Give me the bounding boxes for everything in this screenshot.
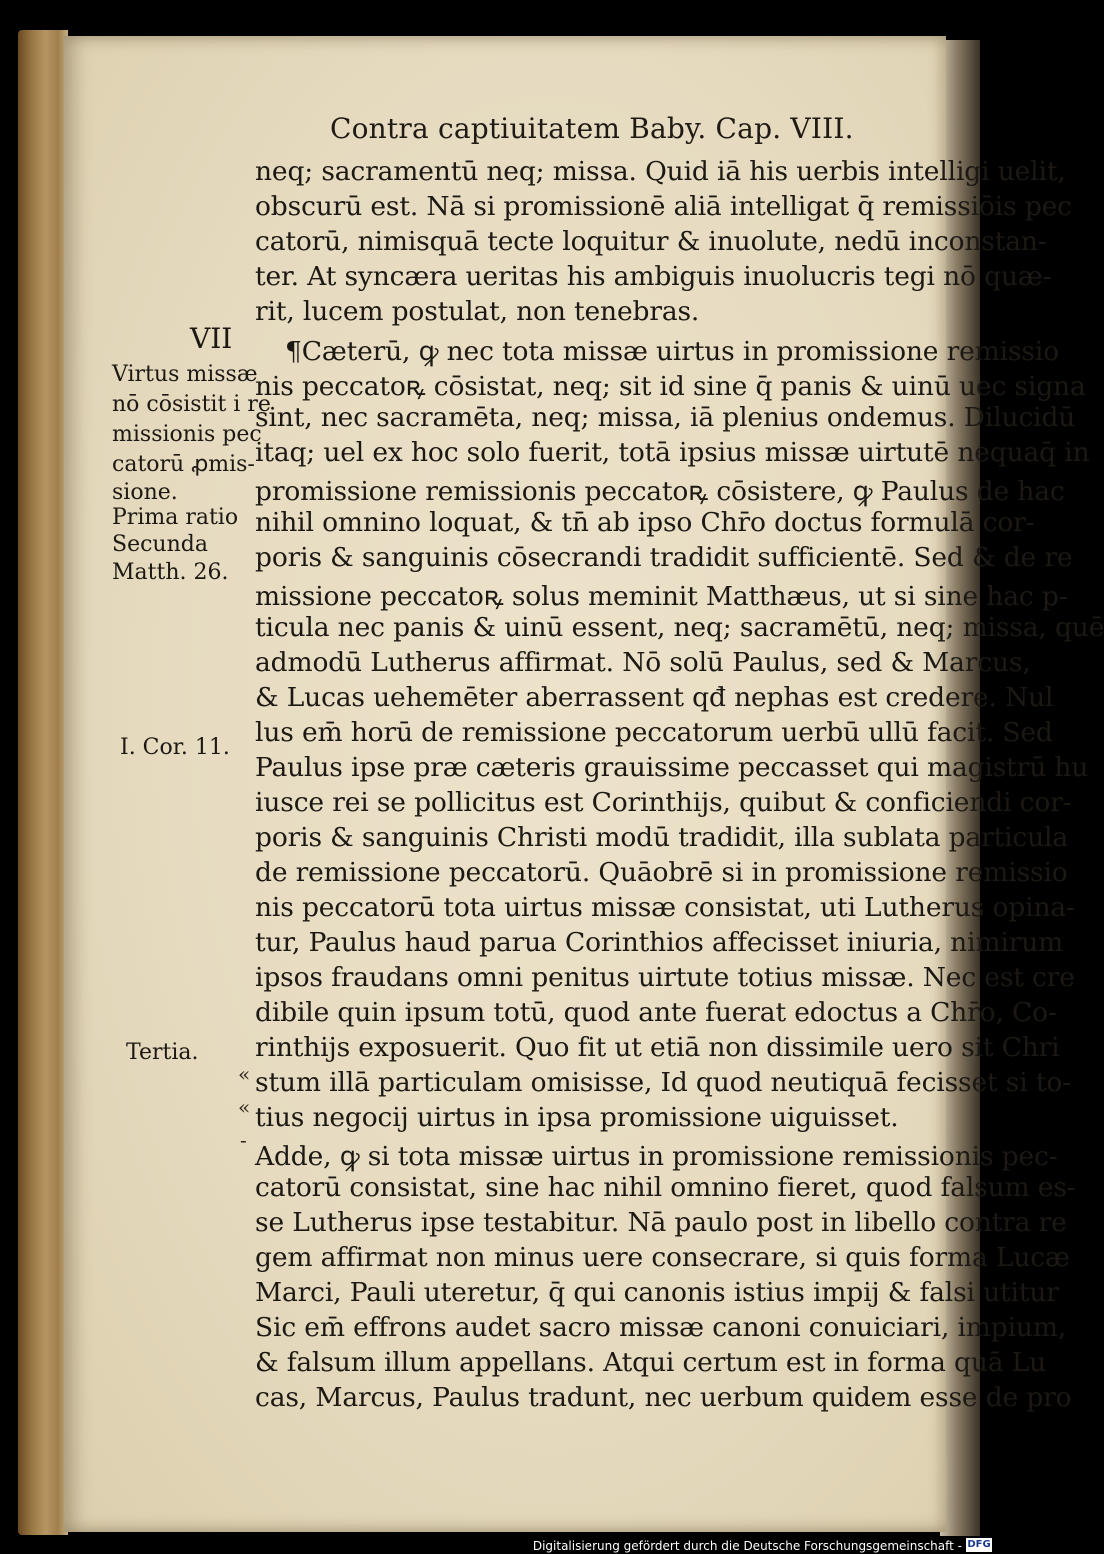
text-line: ipsos fraudans omni penitus uirtute totius missæ. Nec est cre <box>255 962 1075 993</box>
text-line: poris & sanguinis Christi modū tradidit, illa sublata particula <box>255 822 1069 853</box>
text-line: tur, Paulus haud parua Corinthios affecisset iniuria, nimirum <box>255 927 1064 958</box>
quote-mark: - <box>240 1128 247 1152</box>
margin-note-chapter-number: VII <box>190 322 233 355</box>
text-line: nis peccatorū tota uirtus missæ consistat, uti Lutherus opina- <box>255 892 1075 923</box>
text-line: lus em̄ horū de remissione peccatorum uerbū ullū facit. Sed <box>255 717 1053 748</box>
footer-credit: Digitalisierung gefördert durch die Deutsche Forschungsgemeinschaft - <box>532 1539 962 1553</box>
text-line: admodū Lutherus affirmat. Nō solū Paulus, sed & Marcus, <box>255 647 1031 678</box>
margin-note: Tertia. <box>126 1040 199 1065</box>
text-line: stum illā particulam omisisse, Id quod neutiquā fecisset si to- <box>255 1067 1071 1098</box>
text-line: ter. At syncæra ueritas his ambiguis inuolucris tegi nō quæ- <box>255 261 1052 292</box>
text-line: catorū consistat, sine hac nihil omnino fieret, quod falsum es- <box>255 1172 1076 1203</box>
text-line: obscurū est. Nā si promissionē aliā intelligat q̄ remissiōis pec <box>255 191 1072 222</box>
margin-note: Matth. 26. <box>112 560 229 585</box>
text-line: ¶Cæterū, ꝙ nec tota missæ uirtus in promissione remissio <box>285 336 1059 367</box>
margin-note: I. Cor. 11. <box>120 735 230 760</box>
text-line: catorū, nimisquā tecte loquitur & inuolute, nedū inconstan- <box>255 226 1047 257</box>
text-line: Adde, ꝙ si tota missæ uirtus in promissione remissionis pec- <box>255 1141 1058 1172</box>
running-head: Contra captiuitatem Baby. Cap. VIII. <box>330 112 854 145</box>
text-line: rit, lucem postulat, non tenebras. <box>255 296 700 327</box>
text-line: missione peccatoꝶ solus meminit Matthæus, ut si sine hac p- <box>255 581 1068 612</box>
text-line: Sic em̄ effrons audet sacro missæ canoni conuiciari, impium, <box>255 1312 1067 1343</box>
text-line: itaq; uel ex hoc solo fuerit, totā ipsius missæ uirtutē nequaq̄ in <box>255 437 1090 468</box>
margin-note: Virtus missæ <box>112 362 258 387</box>
dfg-logo: DFG <box>967 1539 991 1550</box>
text-line: Marci, Pauli uteretur, q̄ qui canonis istius impij & falsi utitur <box>255 1277 1059 1308</box>
text-line: poris & sanguinis cōsecrandi tradidit sufficientē. Sed & de re <box>255 542 1073 573</box>
text-line: neq; sacramentū neq; missa. Quid iā his uerbis intelligi uelit, <box>255 156 1066 187</box>
text-line: dibile quin ipsum totū, quod ante fuerat edoctus a Chr̄o, Co- <box>255 997 1057 1028</box>
text-line: sint, nec sacramēta, neq; missa, iā plenius ondemus. Dilucidū <box>255 402 1076 433</box>
margin-note: Secunda <box>112 532 208 557</box>
quote-mark: « <box>238 1062 251 1086</box>
text-line: Paulus ipse præ cæteris grauissime peccasset qui magistrū hu <box>255 752 1089 783</box>
margin-note: catorū ꝓmis- <box>112 452 255 477</box>
text-line: nihil omnino loquat, & tn̄ ab ipso Chr̄o doctus formulā cor- <box>255 507 1035 538</box>
text-line: cas, Marcus, Paulus tradunt, nec uerbum quidem esse de pro <box>255 1382 1072 1413</box>
text-line: & falsum illum appellans. Atqui certum est in forma quā Lu <box>255 1347 1047 1378</box>
text-line: promissione remissionis peccatoꝶ cōsistere, ꝙ Paulus de hac <box>255 476 1065 507</box>
text-line: & Lucas uehemēter aberrassent qđ nephas est credere. Nul <box>255 682 1054 713</box>
text-line: rinthijs exposuerit. Quo fit ut etiā non dissimile uero sit Chri <box>255 1032 1060 1063</box>
text-line: de remissione peccatorū. Quāobrē si in promissione remissio <box>255 857 1068 888</box>
margin-note: sione. <box>112 480 178 505</box>
margin-note: Prima ratio <box>112 505 239 530</box>
margin-note: nō cōsistit i re <box>112 392 271 417</box>
text-line: gem affirmat non minus uere consecrare, si quis forma Lucæ <box>255 1242 1070 1273</box>
margin-note: missionis pec <box>112 422 262 447</box>
text-line: ticula nec panis & uinū essent, neq; sacramētū, neq; missa, quē <box>255 612 1104 643</box>
book-edge-left <box>18 30 68 1535</box>
quote-mark: « <box>238 1095 251 1119</box>
text-line: se Lutherus ipse testabitur. Nā paulo post in libello contra re <box>255 1207 1067 1238</box>
text-line: tius negocij uirtus in ipsa promissione uiguisset. <box>255 1102 899 1133</box>
text-line: iusce rei se pollicitus est Corinthijs, quibut & conficiendi cor- <box>255 787 1072 818</box>
text-line: nis peccatoꝶ cōsistat, neq; sit id sine q̄ panis & uinū uec signa <box>255 371 1086 402</box>
